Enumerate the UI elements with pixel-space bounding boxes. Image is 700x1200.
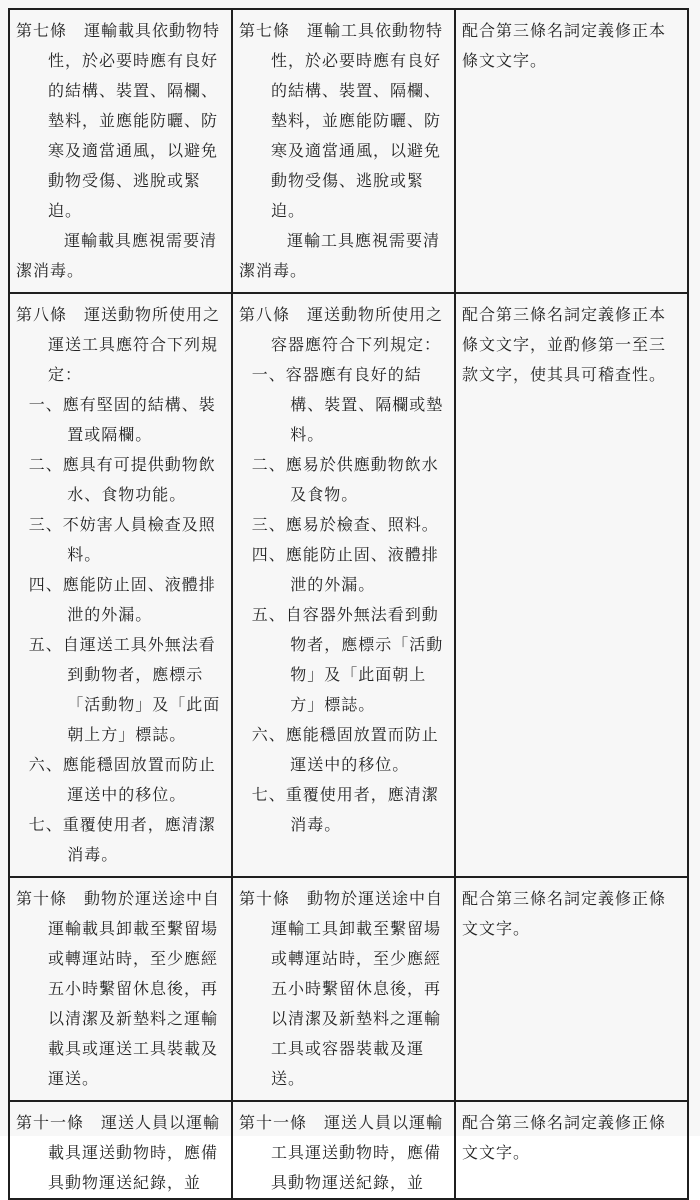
provision-paragraph: 第八條 運送動物所使用之運送工具應符合下列規定： [16, 305, 221, 384]
provision-item: 七、重覆使用者，應清潔消毒。 [28, 815, 216, 864]
provision-item: 一、應有堅固的結構、裝置或隔欄。 [28, 395, 216, 444]
provision-items [239, 360, 449, 840]
amendment-comparison-table [8, 8, 689, 1200]
table-row [9, 9, 688, 293]
provision-paragraph: 第十條 動物於運送途中自運輸工具卸載至繫留場或轉運站時，至少應經五小時繫留休息後，再以清潔及新墊料之運輸工具或容器裝載及運送。 [239, 889, 444, 1088]
provision-paragraph: 運輸工具應視需要清潔消毒。 [239, 231, 441, 280]
explanation-text: 配合第三條名詞定義修正條文文字。 [462, 1113, 667, 1162]
provision-paragraph: 第七條 運輸工具依動物特性，於必要時應有良好的結構、裝置、隔欄、墊料，並應能防曬、防寒及適當通風，以避免動物受傷、逃脫或緊迫。 [239, 21, 444, 220]
explanation-cell [455, 293, 688, 877]
current-provision-cell [9, 1101, 232, 1199]
cell-clip [16, 1108, 226, 1192]
provision-item: 一、容器應有良好的結構、裝置、隔欄或墊料。 [251, 365, 444, 444]
provision-item: 六、應能穩固放置而防止運送中的移位。 [28, 755, 216, 804]
provision-item: 七、重覆使用者，應清潔消毒。 [251, 785, 439, 834]
provision-item: 五、自容器外無法看到動物者，應標示「活動物」及「此面朝上方」標誌。 [251, 605, 444, 714]
previous-provision-cell [232, 9, 455, 293]
table-row [9, 877, 688, 1101]
provision-item: 五、自運送工具外無法看到動物者，應標示「活動物」及「此面朝上方」標誌。 [28, 635, 221, 744]
provision-paragraph: 第七條 運輸載具依動物特性，於必要時應有良好的結構、裝置、隔欄、墊料，並應能防曬、防寒及適當通風，以避免動物受傷、逃脫或緊迫。 [16, 21, 221, 220]
table-row [9, 1101, 688, 1199]
cell-clip [462, 1108, 682, 1168]
provision-paragraph: 第十條 動物於運送途中自運輸載具卸載至繫留場或轉運站時，至少應經五小時繫留休息後，再以清潔及新墊料之運輸載具或運送工具裝載及運送。 [16, 889, 221, 1088]
explanation-cell [455, 9, 688, 293]
current-provision-cell [9, 9, 232, 293]
explanation-cell [455, 877, 688, 1101]
provision-item: 四、應能防止固、液體排泄的外漏。 [251, 545, 439, 594]
previous-provision-cell [232, 877, 455, 1101]
current-provision-cell [9, 877, 232, 1101]
current-provision-cell [9, 293, 232, 877]
previous-provision-cell [232, 1101, 455, 1199]
previous-provision-cell [232, 293, 455, 877]
provision-paragraph: 第十一條 運送人員以運輸載具運送動物時，應備具動物運送紀錄，並 [16, 1113, 221, 1192]
explanation-text: 配合第三條名詞定義修正本條文文字，並酌修第一至三款文字，使其具可稽查性。 [462, 305, 667, 384]
provision-item: 六、應能穩固放置而防止運送中的移位。 [251, 725, 439, 774]
table-row [9, 293, 688, 877]
provision-item: 四、應能防止固、液體排泄的外漏。 [28, 575, 216, 624]
provision-paragraph: 第八條 運送動物所使用之容器應符合下列規定： [239, 305, 444, 354]
provision-paragraph: 第十一條 運送人員以運輸工具運送動物時，應備具動物運送紀錄，並 [239, 1113, 444, 1192]
provision-item: 二、應易於供應動物飲水及食物。 [251, 455, 439, 504]
explanation-text: 配合第三條名詞定義修正本條文文字。 [462, 21, 667, 70]
provision-item: 三、應易於檢查、照料。 [251, 515, 439, 534]
cell-clip [239, 1108, 449, 1192]
explanation-text: 配合第三條名詞定義修正條文文字。 [462, 889, 667, 938]
explanation-cell [455, 1101, 688, 1199]
provision-item: 三、不妨害人員檢查及照料。 [28, 515, 216, 564]
provision-item: 二、應具有可提供動物飲水、食物功能。 [28, 455, 216, 504]
provision-paragraph: 運輸載具應視需要清潔消毒。 [16, 231, 218, 280]
provision-items [16, 390, 226, 870]
